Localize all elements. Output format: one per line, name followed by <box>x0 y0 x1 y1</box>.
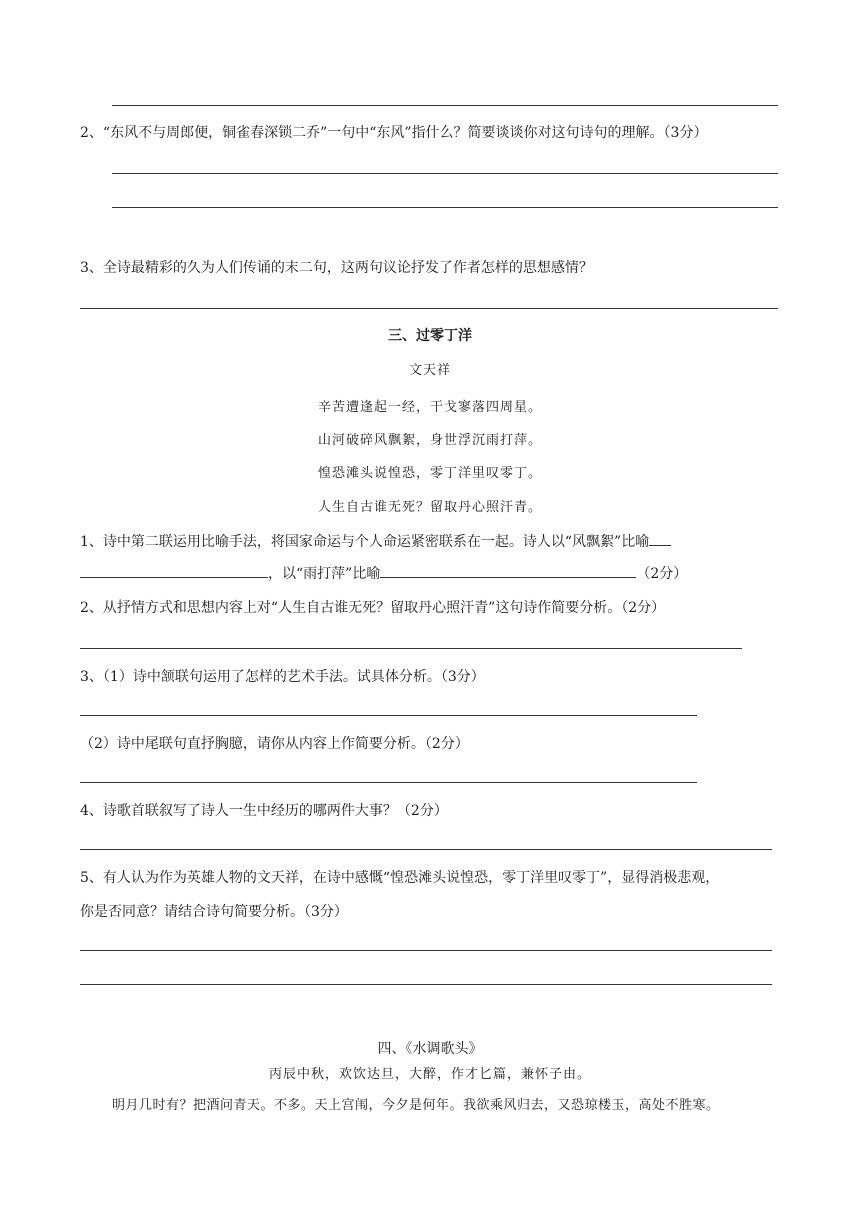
poem-line: 山河破碎风飘絮，身世浮沉雨打萍。 <box>317 433 542 448</box>
answer-line[interactable] <box>112 105 778 106</box>
question-1-text-mid: ，以“雨打萍”比喻 <box>268 566 381 582</box>
poem-author: 文天祥 <box>408 363 451 378</box>
answer-line[interactable] <box>80 849 772 850</box>
answer-line[interactable] <box>80 782 697 783</box>
answer-line[interactable] <box>80 308 778 309</box>
answer-line[interactable] <box>80 648 742 649</box>
question-1-line-2 <box>80 563 687 583</box>
poem-line: 辛苦遭逢起一经，干戈寥落四周星。 <box>317 400 542 415</box>
question-1-line-1 <box>80 531 671 551</box>
question-4: 4、诗歌首联叙写了诗人一生中经历的哪两件大事？（2分） <box>80 803 448 819</box>
question-3-1: 3、（1）诗中颔联句运用了怎样的艺术手法。试具体分析。（3分） <box>80 669 485 685</box>
fill-blank[interactable] <box>80 563 268 578</box>
question-2: 2、从抒情方式和思想内容上对“人生自古谁无死？留取丹心照汗青”这句诗作简要分析。（2分） <box>80 600 666 616</box>
question-5-line-2: 你是否同意？请结合诗句简要分析。（3分） <box>80 904 348 920</box>
fill-blank[interactable] <box>649 531 671 546</box>
answer-line[interactable] <box>112 207 778 208</box>
section-title: 三、过零丁洋 <box>388 328 472 344</box>
poem-preface: 丙辰中秋，欢饮达旦，大醉，作才匕篇，兼怀子由。 <box>268 1067 591 1082</box>
question-3: 3、全诗最精彩的久为人们传诵的末二句，这两句议论抒发了作者怎样的思想感情？ <box>80 260 593 276</box>
poem-line: 惶恐滩头说惶恐，零丁洋里叹零丁。 <box>317 466 542 481</box>
question-5-line-1: 5、有人认为作为英雄人物的文天祥，在诗中感慨“惶恐滩头说惶恐，零丁洋里叹零丁”，显得消极悲观， <box>80 870 720 886</box>
question-1-text: 1、诗中第二联运用比喻手法，将国家命运与个人命运紧密联系在一起。诗人以“风飘絮”比喻 <box>80 534 650 550</box>
question-3-2: （2）诗中尾联句直抒胸臆，请你从内容上作简要分析。（2分） <box>80 736 469 752</box>
answer-line[interactable] <box>80 715 697 716</box>
poem-line: 人生自古谁无死？留取丹心照汗青。 <box>317 500 542 515</box>
question-2: 2、“东风不与周郎便，铜雀春深锁二乔”一句中“东风”指什么？简要谈谈你对这句诗句的理解。（3分） <box>80 125 708 141</box>
answer-line[interactable] <box>80 950 772 951</box>
answer-line[interactable] <box>80 984 772 985</box>
question-1-score: （2分） <box>636 566 688 582</box>
poem-text: 明月几时有？把酒问青天。不多。天上宫闱，今夕是何年。我欲乘风归去，又恐琼楼玉，高处不胜寒。 <box>112 1098 720 1113</box>
section-title: 四、《水调歌头》 <box>377 1041 483 1057</box>
answer-line[interactable] <box>112 173 778 174</box>
fill-blank[interactable] <box>380 563 636 578</box>
